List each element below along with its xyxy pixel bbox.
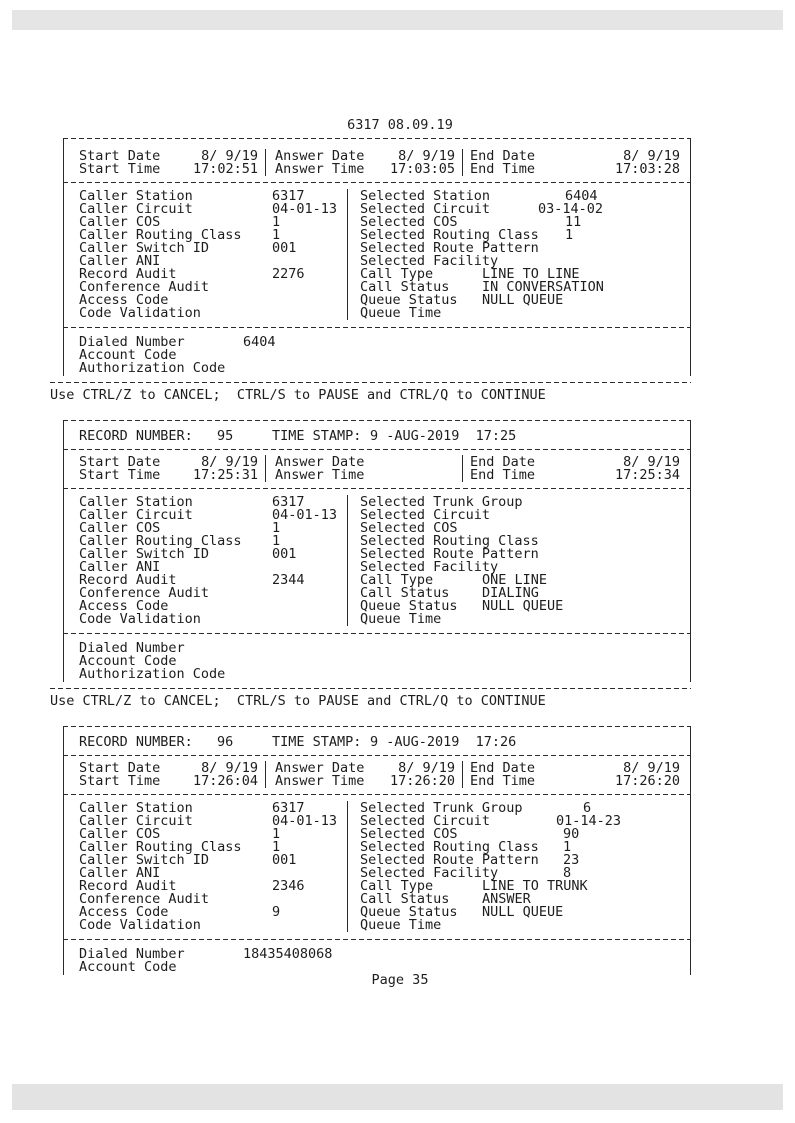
selected-cos-label: Selected COS bbox=[360, 826, 458, 842]
time-stamp-label: TIME STAMP: bbox=[272, 734, 362, 750]
dashed-separator bbox=[63, 138, 691, 139]
caller-routing-class-label: Caller Routing Class bbox=[79, 839, 242, 855]
queue-time-label: Queue Time bbox=[360, 917, 442, 933]
selected-route-pattern-label: Selected Route Pattern bbox=[360, 240, 539, 256]
queue-status-value: NULL QUEUE bbox=[482, 598, 564, 614]
dashed-separator bbox=[63, 939, 691, 940]
vertical-rule bbox=[63, 726, 64, 975]
answer-time-value: 17:26:20 bbox=[389, 773, 455, 789]
account-code-label: Account Code bbox=[79, 347, 177, 363]
time-stamp-value: 9 -AUG-2019 17:25 bbox=[370, 428, 517, 444]
call-type-value: LINE TO LINE bbox=[482, 266, 580, 282]
caller-ani-label: Caller ANI bbox=[79, 253, 161, 269]
call-status-label: Call Status bbox=[360, 585, 450, 601]
vertical-rule bbox=[462, 455, 463, 482]
caller-routing-class-label: Caller Routing Class bbox=[79, 227, 242, 243]
start-date-label: Start Date bbox=[79, 454, 161, 470]
code-validation-label: Code Validation bbox=[79, 611, 201, 627]
caller-switch-id-value: 001 bbox=[272, 240, 297, 256]
dialed-number-label: Dialed Number bbox=[79, 334, 185, 350]
dashed-separator bbox=[50, 688, 691, 689]
vertical-rule bbox=[347, 189, 348, 320]
caller-switch-id-label: Caller Switch ID bbox=[79, 240, 210, 256]
time-stamp-label: TIME STAMP: bbox=[272, 428, 362, 444]
selected-facility-label: Selected Facility bbox=[360, 559, 499, 575]
record-number-label: RECORD NUMBER: bbox=[79, 734, 193, 750]
caller-circuit-value: 04-01-13 bbox=[272, 507, 338, 523]
queue-time-label: Queue Time bbox=[360, 611, 442, 627]
selected-cos-label: Selected COS bbox=[360, 520, 458, 536]
vertical-rule bbox=[265, 455, 266, 482]
answer-date-label: Answer Date bbox=[275, 148, 365, 164]
caller-switch-id-value: 001 bbox=[272, 546, 297, 562]
call-status-value: DIALING bbox=[482, 585, 539, 601]
call-type-label: Call Type bbox=[360, 572, 434, 588]
start-time-value: 17:25:31 bbox=[192, 467, 258, 483]
answer-time-label: Answer Time bbox=[275, 467, 365, 483]
end-date-value: 8/ 9/19 bbox=[623, 760, 680, 776]
caller-cos-value: 1 bbox=[272, 826, 281, 842]
record-audit-value: 2346 bbox=[272, 878, 305, 894]
answer-time-label: Answer Time bbox=[275, 161, 365, 177]
queue-status-label: Queue Status bbox=[360, 292, 458, 308]
start-time-label: Start Time bbox=[79, 773, 161, 789]
end-date-label: End Date bbox=[470, 148, 536, 164]
continue-prompt: Use CTRL/Z to CANCEL; CTRL/S to PAUSE and CTRL/Q to CONTINUE bbox=[50, 693, 546, 709]
conference-audit-label: Conference Audit bbox=[79, 585, 210, 601]
record-number-value: 95 bbox=[217, 428, 234, 444]
selected-trunk-group-value: 6 bbox=[583, 800, 592, 816]
selected-station-value: 6404 bbox=[565, 188, 598, 204]
caller-circuit-value: 04-01-13 bbox=[272, 201, 338, 217]
vertical-rule bbox=[265, 149, 266, 176]
authorization-code-label: Authorization Code bbox=[79, 666, 226, 682]
account-code-label: Account Code bbox=[79, 959, 177, 975]
dialed-number-value: 6404 bbox=[243, 334, 276, 350]
record-audit-label: Record Audit bbox=[79, 878, 177, 894]
end-date-value: 8/ 9/19 bbox=[623, 148, 680, 164]
call-status-value: ANSWER bbox=[482, 891, 531, 907]
caller-routing-class-label: Caller Routing Class bbox=[79, 533, 242, 549]
caller-cos-value: 1 bbox=[272, 214, 281, 230]
access-code-value: 9 bbox=[272, 904, 281, 920]
selected-cos-value: 90 bbox=[563, 826, 580, 842]
selected-facility-label: Selected Facility bbox=[360, 253, 499, 269]
start-date-label: Start Date bbox=[79, 760, 161, 776]
vertical-rule bbox=[462, 149, 463, 176]
selected-routing-class-label: Selected Routing Class bbox=[360, 533, 539, 549]
selected-trunk-group-label: Selected Trunk Group bbox=[360, 800, 523, 816]
selected-circuit-value: 01-14-23 bbox=[556, 813, 622, 829]
end-time-value: 17:25:34 bbox=[614, 467, 680, 483]
end-time-label: End Time bbox=[470, 161, 536, 177]
selected-facility-label: Selected Facility bbox=[360, 865, 499, 881]
selected-circuit-label: Selected Circuit bbox=[360, 813, 491, 829]
call-status-label: Call Status bbox=[360, 279, 450, 295]
dialed-number-label: Dialed Number bbox=[79, 946, 185, 962]
caller-circuit-label: Caller Circuit bbox=[79, 813, 193, 829]
vertical-rule bbox=[347, 801, 348, 932]
vertical-rule bbox=[265, 761, 266, 788]
caller-station-label: Caller Station bbox=[79, 800, 193, 816]
vertical-rule bbox=[347, 495, 348, 626]
end-date-value: 8/ 9/19 bbox=[623, 454, 680, 470]
code-validation-label: Code Validation bbox=[79, 305, 201, 321]
caller-circuit-label: Caller Circuit bbox=[79, 201, 193, 217]
caller-ani-label: Caller ANI bbox=[79, 865, 161, 881]
selected-routing-class-value: 1 bbox=[563, 839, 572, 855]
call-status-value: IN CONVERSATION bbox=[482, 279, 604, 295]
record-audit-value: 2276 bbox=[272, 266, 305, 282]
dashed-separator bbox=[63, 420, 691, 421]
start-date-value: 8/ 9/19 bbox=[201, 454, 258, 470]
dashed-separator bbox=[63, 327, 691, 328]
record-number-value: 96 bbox=[217, 734, 234, 750]
selected-route-pattern-label: Selected Route Pattern bbox=[360, 546, 539, 562]
start-time-label: Start Time bbox=[79, 161, 161, 177]
caller-circuit-label: Caller Circuit bbox=[79, 507, 193, 523]
scan-band-bottom bbox=[12, 1084, 783, 1110]
call-type-value: ONE LINE bbox=[482, 572, 548, 588]
record-audit-value: 2344 bbox=[272, 572, 305, 588]
caller-station-value: 6317 bbox=[272, 800, 305, 816]
start-date-label: Start Date bbox=[79, 148, 161, 164]
end-time-label: End Time bbox=[470, 467, 536, 483]
selected-route-pattern-value: 23 bbox=[563, 852, 580, 868]
answer-time-value: 17:03:05 bbox=[389, 161, 455, 177]
access-code-label: Access Code bbox=[79, 598, 169, 614]
conference-audit-label: Conference Audit bbox=[79, 891, 210, 907]
dashed-separator bbox=[63, 726, 691, 727]
answer-date-label: Answer Date bbox=[275, 454, 365, 470]
conference-audit-label: Conference Audit bbox=[79, 279, 210, 295]
end-time-value: 17:03:28 bbox=[614, 161, 680, 177]
dashed-separator bbox=[50, 382, 691, 383]
page-header: 6317 08.09.19 bbox=[347, 117, 453, 133]
caller-cos-label: Caller COS bbox=[79, 214, 161, 230]
caller-station-value: 6317 bbox=[272, 188, 305, 204]
answer-date-value: 8/ 9/19 bbox=[398, 148, 455, 164]
caller-station-value: 6317 bbox=[272, 494, 305, 510]
queue-time-label: Queue Time bbox=[360, 305, 442, 321]
selected-circuit-label: Selected Circuit bbox=[360, 201, 491, 217]
access-code-label: Access Code bbox=[79, 292, 169, 308]
answer-time-label: Answer Time bbox=[275, 773, 365, 789]
call-type-label: Call Type bbox=[360, 878, 434, 894]
queue-status-value: NULL QUEUE bbox=[482, 292, 564, 308]
queue-status-label: Queue Status bbox=[360, 904, 458, 920]
account-code-label: Account Code bbox=[79, 653, 177, 669]
end-time-value: 17:26:20 bbox=[614, 773, 680, 789]
selected-routing-class-label: Selected Routing Class bbox=[360, 839, 539, 855]
record-audit-label: Record Audit bbox=[79, 572, 177, 588]
start-time-value: 17:26:04 bbox=[192, 773, 258, 789]
time-stamp-value: 9 -AUG-2019 17:26 bbox=[370, 734, 517, 750]
access-code-label: Access Code bbox=[79, 904, 169, 920]
caller-ani-label: Caller ANI bbox=[79, 559, 161, 575]
answer-date-label: Answer Date bbox=[275, 760, 365, 776]
caller-station-label: Caller Station bbox=[79, 494, 193, 510]
dashed-separator bbox=[63, 633, 691, 634]
caller-cos-value: 1 bbox=[272, 520, 281, 536]
dialed-number-value: 18435408068 bbox=[243, 946, 333, 962]
selected-cos-value: 11 bbox=[565, 214, 582, 230]
caller-routing-class-value: 1 bbox=[272, 227, 281, 243]
end-date-label: End Date bbox=[470, 454, 536, 470]
caller-cos-label: Caller COS bbox=[79, 826, 161, 842]
call-status-label: Call Status bbox=[360, 891, 450, 907]
start-time-value: 17:02:51 bbox=[192, 161, 258, 177]
selected-station-label: Selected Station bbox=[360, 188, 491, 204]
caller-routing-class-value: 1 bbox=[272, 533, 281, 549]
selected-routing-class-value: 1 bbox=[565, 227, 574, 243]
answer-date-value: 8/ 9/19 bbox=[398, 760, 455, 776]
dashed-separator bbox=[63, 488, 691, 489]
continue-prompt: Use CTRL/Z to CANCEL; CTRL/S to PAUSE and CTRL/Q to CONTINUE bbox=[50, 387, 546, 403]
selected-circuit-label: Selected Circuit bbox=[360, 507, 491, 523]
caller-switch-id-value: 001 bbox=[272, 852, 297, 868]
vertical-rule bbox=[690, 138, 691, 376]
caller-switch-id-label: Caller Switch ID bbox=[79, 852, 210, 868]
authorization-code-label: Authorization Code bbox=[79, 360, 226, 376]
record-number-label: RECORD NUMBER: bbox=[79, 428, 193, 444]
selected-trunk-group-label: Selected Trunk Group bbox=[360, 494, 523, 510]
dashed-separator bbox=[63, 794, 691, 795]
code-validation-label: Code Validation bbox=[79, 917, 201, 933]
caller-cos-label: Caller COS bbox=[79, 520, 161, 536]
end-time-label: End Time bbox=[470, 773, 536, 789]
call-type-label: Call Type bbox=[360, 266, 434, 282]
vertical-rule bbox=[690, 420, 691, 682]
vertical-rule bbox=[63, 138, 64, 376]
vertical-rule bbox=[63, 420, 64, 682]
caller-switch-id-label: Caller Switch ID bbox=[79, 546, 210, 562]
selected-facility-value: 8 bbox=[563, 865, 572, 881]
selected-route-pattern-label: Selected Route Pattern bbox=[360, 852, 539, 868]
vertical-rule bbox=[462, 761, 463, 788]
queue-status-value: NULL QUEUE bbox=[482, 904, 564, 920]
selected-circuit-value: 03-14-02 bbox=[538, 201, 604, 217]
start-date-value: 8/ 9/19 bbox=[201, 760, 258, 776]
caller-routing-class-value: 1 bbox=[272, 839, 281, 855]
queue-status-label: Queue Status bbox=[360, 598, 458, 614]
start-date-value: 8/ 9/19 bbox=[201, 148, 258, 164]
selected-cos-label: Selected COS bbox=[360, 214, 458, 230]
selected-routing-class-label: Selected Routing Class bbox=[360, 227, 539, 243]
dialed-number-label: Dialed Number bbox=[79, 640, 185, 656]
end-date-label: End Date bbox=[470, 760, 536, 776]
dashed-separator bbox=[63, 755, 691, 756]
caller-station-label: Caller Station bbox=[79, 188, 193, 204]
dashed-separator bbox=[63, 449, 691, 450]
vertical-rule bbox=[690, 726, 691, 975]
scan-band-top bbox=[12, 10, 783, 30]
record-audit-label: Record Audit bbox=[79, 266, 177, 282]
call-type-value: LINE TO TRUNK bbox=[482, 878, 588, 894]
start-time-label: Start Time bbox=[79, 467, 161, 483]
dashed-separator bbox=[63, 182, 691, 183]
page-number: Page 35 bbox=[371, 972, 429, 988]
caller-circuit-value: 04-01-13 bbox=[272, 813, 338, 829]
